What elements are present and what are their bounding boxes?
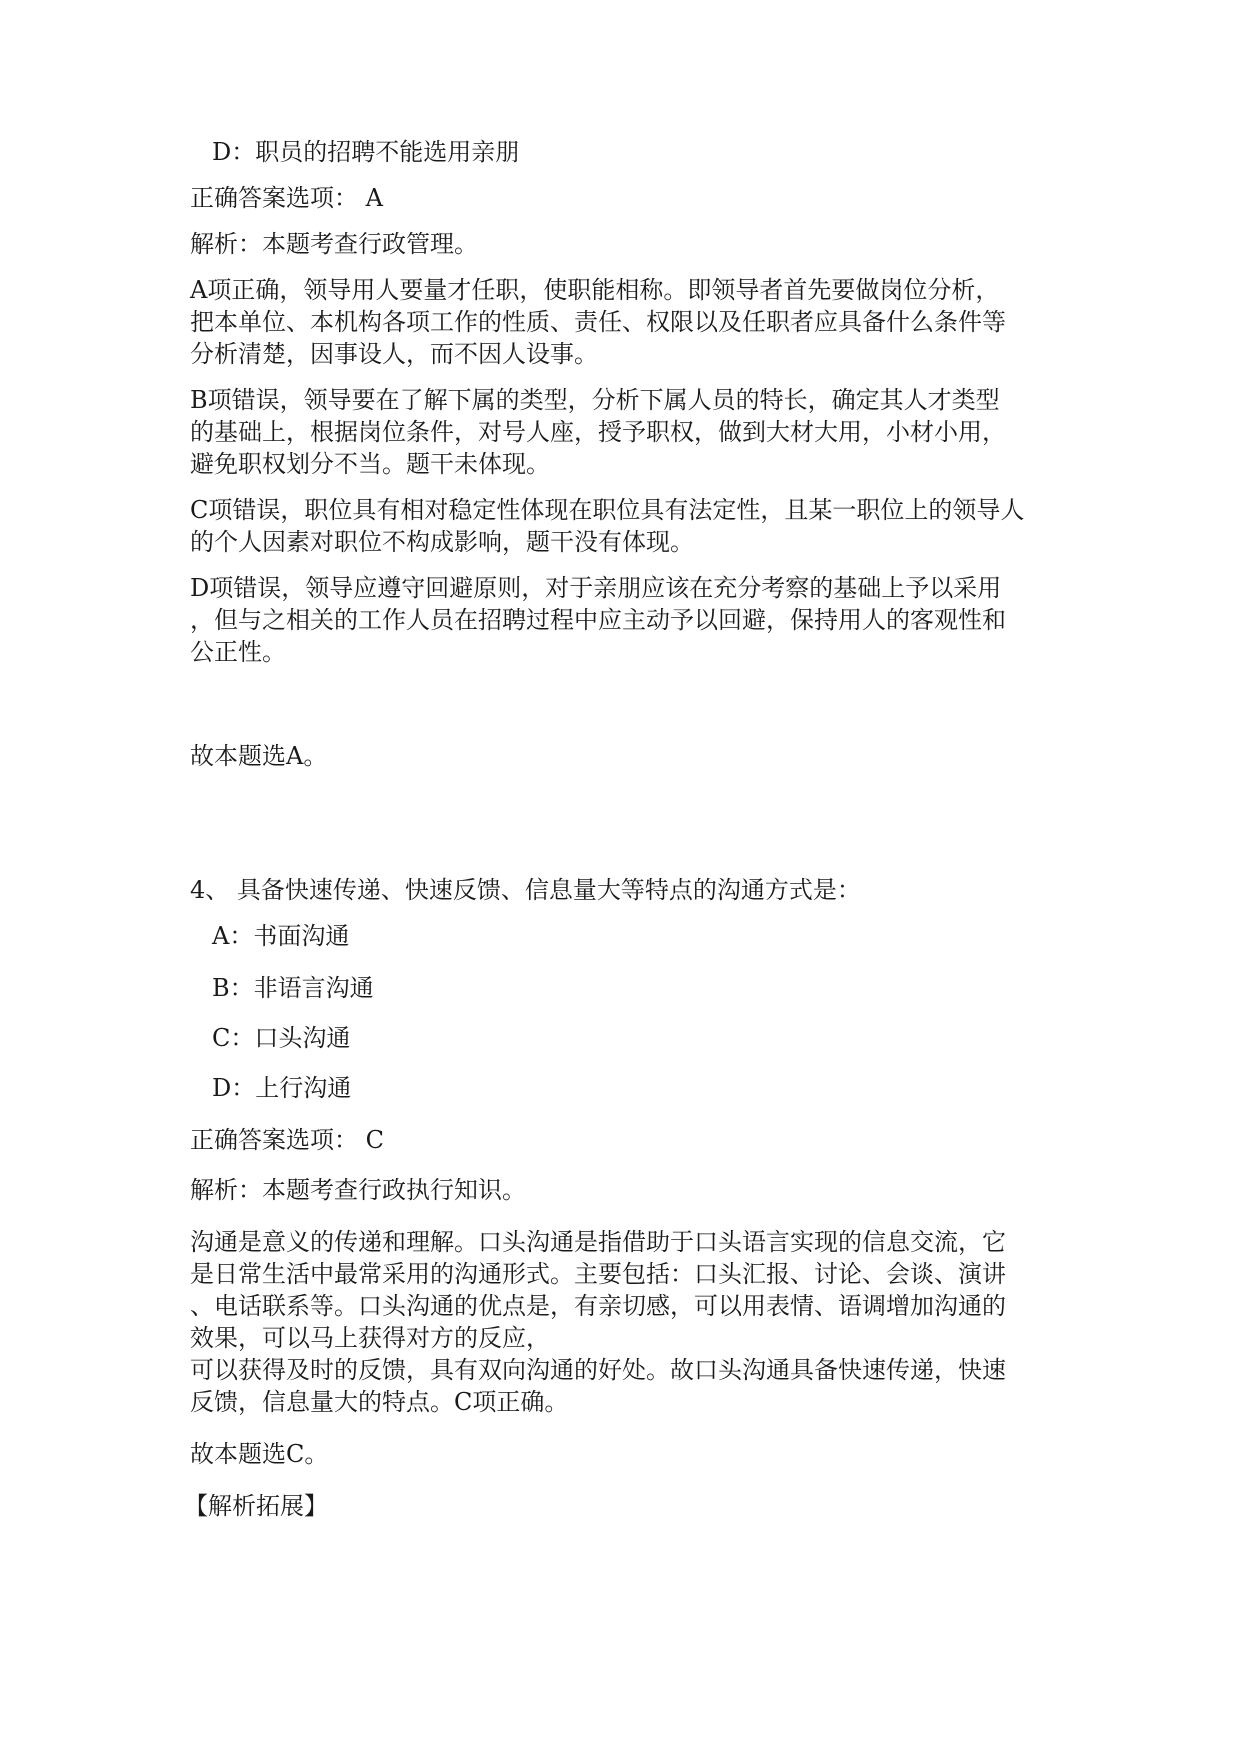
text-line: 把本单位、本机构各项工作的性质、责任、权限以及任职者应具备什么条件等 [190, 308, 1006, 336]
q3-conclusion: 故本题选A。 [190, 742, 328, 770]
q4-analysis-intro: 解析：本题考查行政执行知识。 [190, 1176, 526, 1204]
q3-para-b [190, 384, 1070, 480]
text-line: B项错误，领导要在了解下属的类型，分析下属人员的特长，确定其人才类型 [190, 386, 1000, 414]
q3-option-d: D：职员的招聘不能选用亲朋 [212, 138, 520, 166]
q4-question: 4、 具备快速传递、快速反馈、信息量大等特点的沟通方式是： [190, 876, 861, 904]
text-line: 效果，可以马上获得对方的反应， [190, 1324, 550, 1352]
q3-analysis-intro: 解析：本题考查行政管理。 [190, 230, 478, 258]
text-line: 的个人因素对职位不构成影响，题干没有体现。 [190, 528, 694, 556]
q4-extension-heading: 【解析拓展】 [184, 1492, 328, 1520]
q3-answer: 正确答案选项： A [190, 184, 383, 212]
q4-option-c: C：口头沟通 [212, 1024, 351, 1052]
q4-conclusion: 故本题选C。 [190, 1440, 329, 1468]
text-line: 是日常生活中最常采用的沟通形式。主要包括：口头汇报、讨论、会谈、演讲 [190, 1260, 1006, 1288]
text-line: A项正确，领导用人要量才任职，使职能相称。即领导者首先要做岗位分析， [190, 276, 1000, 304]
text-line: D项错误，领导应遵守回避原则，对于亲朋应该在充分考察的基础上予以采用 [190, 574, 1002, 602]
q3-para-d [190, 572, 1070, 668]
q4-option-b: B：非语言沟通 [212, 974, 374, 1002]
q4-option-a: A：书面沟通 [212, 922, 350, 950]
text-line: C项错误，职位具有相对稳定性体现在职位具有法定性，且某一职位上的领导人 [190, 496, 1025, 524]
text-line: 避免职权划分不当。题干未体现。 [190, 450, 550, 478]
text-line: 沟通是意义的传递和理解。口头沟通是指借助于口头语言实现的信息交流，它 [190, 1228, 1006, 1256]
text-line: 、电话联系等。口头沟通的优点是，有亲切感，可以用表情、语调增加沟通的 [190, 1292, 1006, 1320]
q4-answer: 正确答案选项： C [190, 1126, 384, 1154]
text-line: 可以获得及时的反馈，具有双向沟通的好处。故口头沟通具备快速传递，快速 [190, 1356, 1006, 1384]
text-line: 的基础上，根据岗位条件，对号人座，授予职权，做到大材大用，小材小用， [190, 418, 1006, 446]
q3-para-a [190, 274, 1070, 370]
q4-explanation [190, 1226, 1070, 1418]
text-line: 反馈，信息量大的特点。C项正确。 [190, 1388, 569, 1416]
q4-option-d: D：上行沟通 [212, 1074, 352, 1102]
text-line: 分析清楚，因事设人，而不因人设事。 [190, 340, 598, 368]
text-line: 公正性。 [190, 638, 286, 666]
text-line: ，但与之相关的工作人员在招聘过程中应主动予以回避，保持用人的客观性和 [190, 606, 1006, 634]
q3-para-c [190, 494, 1070, 558]
